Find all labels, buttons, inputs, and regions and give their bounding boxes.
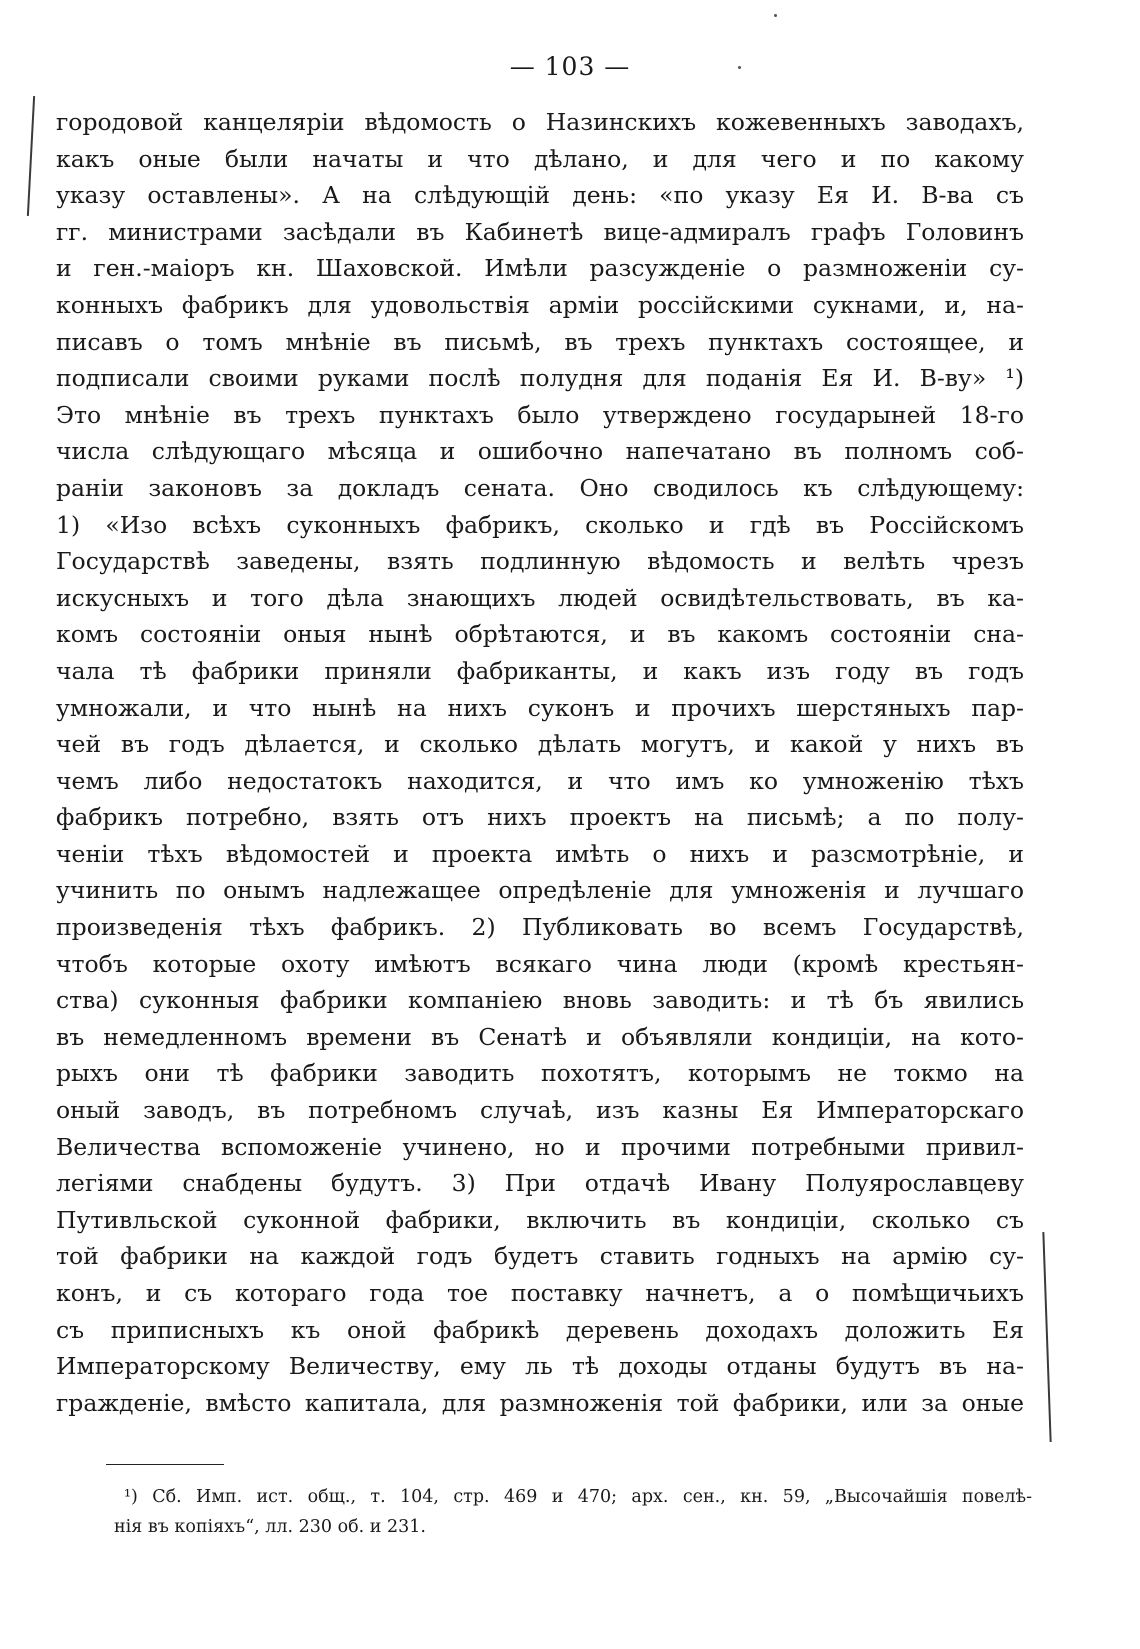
text-line: подписали своими руками послѣ полудня для поданія Ея И. В-ву» ¹) <box>56 364 1024 393</box>
footnote-line: ¹) Сб. Имп. ист. общ., т. 104, стр. 469 и 470; арх. сен., кн. 59, „Высочайшія повелѣ- <box>124 1487 1032 1507</box>
page-number: — 103 — <box>509 52 631 81</box>
text-line: гг. министрами засѣдали въ Кабинетѣ вице-адмиралъ графъ Головинъ <box>56 217 1024 246</box>
text-line: оный заводъ, въ потребномъ случаѣ, изъ казны Ея Императорскаго <box>56 1096 1024 1125</box>
text-line: учинить по онымъ надлежащее опредѣленіе для умноженія и лучшаго <box>56 876 1024 905</box>
text-line: умножали, и что нынѣ на нихъ суконъ и прочихъ шерстяныхъ пар- <box>56 693 1024 722</box>
text-line: чемъ либо недостатокъ находится, и что имъ ко умноженію тѣхъ <box>56 766 1024 795</box>
text-line: рыхъ они тѣ фабрики заводить похотятъ, которымъ не токмо на <box>56 1059 1024 1088</box>
text-line: чей въ годъ дѣлается, и сколько дѣлать могутъ, и какой у нихъ въ <box>56 730 1024 759</box>
text-line: искусныхъ и того дѣла знающихъ людей освидѣтельствовать, въ ка- <box>56 583 1024 612</box>
text-line: фабрикъ потребно, взять отъ нихъ проектъ на письмѣ; а по полу- <box>56 803 1024 832</box>
text-line: какъ оные были начаты и что дѣлано, и для чего и по какому <box>56 144 1024 173</box>
text-line: конъ, и съ котораго года тое поставку начнетъ, а о помѣщичьихъ <box>56 1279 1024 1307</box>
text-line: числа слѣдующаго мѣсяца и ошибочно напечатано въ полномъ соб- <box>56 437 1024 466</box>
footnote-rule <box>106 1464 224 1465</box>
text-line: Императорскому Величеству, ему ль тѣ доходы отданы будутъ въ на- <box>56 1352 1024 1381</box>
text-line: писавъ о томъ мнѣніе въ письмѣ, въ трехъ пунктахъ состоящее, и <box>56 327 1024 356</box>
print-speck <box>738 66 741 69</box>
text-line: гражденіе, вмѣсто капитала, для размноженія той фабрики, или за оные <box>56 1388 1024 1417</box>
text-line: въ немедленномъ времени въ Сенатѣ и объявляли кондиціи, на кото- <box>56 1022 1024 1051</box>
margin-mark-right <box>1042 1232 1051 1442</box>
text-line: легіями снабдены будутъ. 3) При отдачѣ Ивану Полуярославцеву <box>56 1169 1024 1198</box>
footnotes <box>86 1482 1032 1542</box>
text-line: Путивльской суконной фабрики, включить въ кондиціи, сколько съ <box>56 1205 1024 1234</box>
text-line: ства) суконныя фабрики компаніею вновь заводить: и тѣ бъ явились <box>56 986 1024 1015</box>
text-line: ченіи тѣхъ вѣдомостей и проекта имѣть о нихъ и разсмотрѣніе, и <box>56 839 1024 868</box>
text-line: комъ состояніи оныя нынѣ обрѣтаются, и въ какомъ состояніи сна- <box>56 620 1024 649</box>
text-line: чала тѣ фабрики приняли фабриканты, и какъ изъ году въ годъ <box>56 656 1024 685</box>
text-line: Государствѣ заведены, взять подлинную вѣдомость и велѣть чрезъ <box>56 547 1024 576</box>
body-text <box>56 104 1024 1421</box>
text-line: 1) «Изо всѣхъ суконныхъ фабрикъ, сколько и гдѣ въ Россійскомъ <box>56 510 1024 539</box>
text-line: Это мнѣніе въ трехъ пунктахъ было утверждено государыней 18-го <box>56 400 1024 429</box>
text-line: съ приписныхъ къ оной фабрикѣ деревень доходахъ доложить Ея <box>56 1315 1024 1344</box>
text-line: раніи законовъ за докладъ сената. Оно сводилось къ слѣдующему: <box>56 473 1024 502</box>
margin-mark-left <box>27 96 35 216</box>
text-line: и ген.-маіоръ кн. Шаховской. Имѣли разсужденіе о размноженіи су- <box>56 254 1024 283</box>
footnote-line: нія въ копіяхъ“, лл. 230 об. и 231. <box>114 1517 426 1537</box>
text-line: произведенія тѣхъ фабрикъ. 2) Публиковать во всемъ Государствѣ, <box>56 913 1024 942</box>
text-line: Величества вспоможеніе учинено, но и прочими потребными привил- <box>56 1132 1024 1161</box>
text-line: конныхъ фабрикъ для удовольствія арміи россійскими сукнами, и, на- <box>56 290 1024 319</box>
text-line: указу оставлены». А на слѣдующій день: «по указу Ея И. В-ва съ <box>56 181 1024 210</box>
print-speck <box>774 14 777 17</box>
text-line: городовой канцеляріи вѣдомость о Назинскихъ кожевенныхъ заводахъ, <box>56 108 1024 136</box>
text-line: той фабрики на каждой годъ будетъ ставить годныхъ на армію су- <box>56 1242 1024 1271</box>
text-line: чтобъ которые охоту имѣютъ всякаго чина люди (кромѣ крестьян- <box>56 949 1024 978</box>
